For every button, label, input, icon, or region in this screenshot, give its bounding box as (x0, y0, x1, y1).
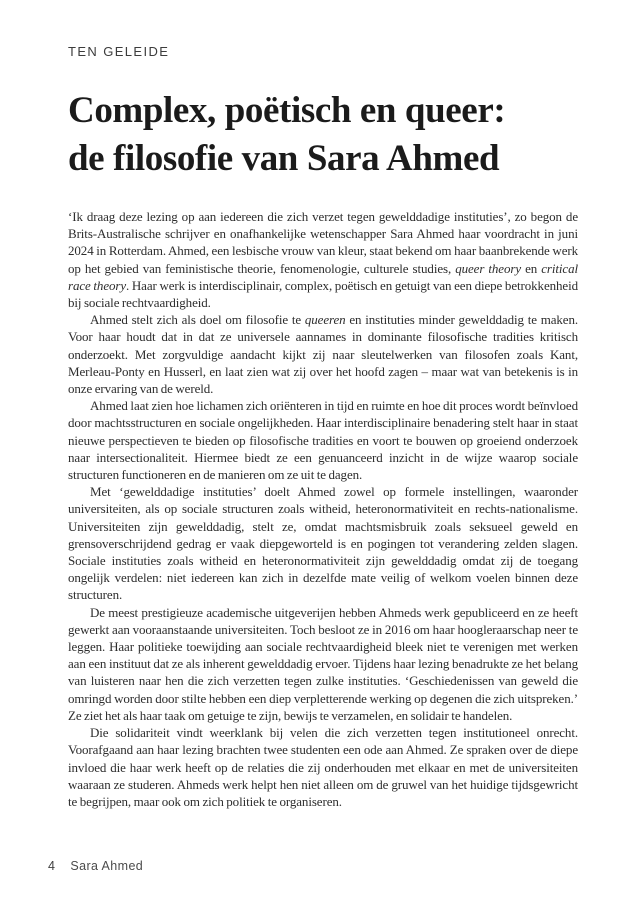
page-title (68, 87, 578, 183)
page-content (68, 44, 578, 810)
article-body (68, 208, 578, 810)
running-title: Sara Ahmed (70, 859, 144, 873)
paragraph: Ahmed stelt zich als doel om filosofie te queeren en instituties minder gewelddadig te maken. Voor haar houdt dat in dat ze universele aannames in dominante filosofische tradities kritisch onderzoekt. Met zorgvuldige aandacht kijkt zij naar sleutelwerken van filosofen zoals Kant, Merleau-Ponty en Husserl, en laat zien wat zij over het hoofd zagen – maar wat van betekenis is in onze ervaring van de wereld. (68, 312, 578, 397)
paragraph: De meest prestigieuze academische uitgeverijen hebben Ahmeds werk gepubliceerd en ze heeft gewerkt aan vooraanstaande universiteiten. Toch besloot ze in 2016 om haar hoogleraarschap neer te leggen. Haar politieke toewijding aan sociale rechtvaardigheid bleek niet te verenigen met werken aan een instituut dat ze als inherent gewelddadig ervoer. Tijdens haar lezing benadrukte ze het belang van luisteren naar hen die zich verzetten tegen zulke instituties. ‘Geschiedenissen van geweld die omringd worden door stilte hebben een diep verpletterende werking op degenen die zich uitspreken.’ Ze ziet het als haar taak om getuige te zijn, bewijs te verzamelen, en solidair te handelen. (68, 604, 578, 723)
paragraph: ‘Ik draag deze lezing op aan iedereen die zich verzet tegen gewelddadige instituties’, zo begon de Brits-Australische schrijver en onafhankelijke wetenschapper Sara Ahmed haar voordracht in juni 2024 in Rotterdam. Ahmed, een lesbische vrouw van kleur, staat bekend om haar baanbrekende werk op het gebied van feministische theorie, fenomenologie, culturele studies, queer theory en critical race theory. Haar werk is interdisciplinair, complex, poëtisch en getuigt van een diepe betrokkenheid bij sociale rechtvaardigheid. (68, 209, 578, 311)
page-title-line-2: de filosofie van Sara Ahmed (68, 138, 500, 179)
page-number: 4 (48, 859, 56, 873)
paragraph: Met ‘gewelddadige instituties’ doelt Ahmed zowel op formele instellingen, waaronder universiteiten, als op sociale structuren zoals witheid, heteronormativiteit en rechts-nationalisme. Universiteiten zijn gewelddadig, stelt ze, omdat machtsmisbruik zoals seksueel geweld en grensoverschrijdend gedrag er vaak diepgeworteld is en pogingen tot verandering zelden slagen. Sociale instituties zoals witheid en heteronormativiteit zijn gewelddadig omdat zij de toegang ongelijk verdelen: niet iedereen kan zich in dezelfde mate veilig of welkom voelen binnen deze structuren. (68, 484, 578, 603)
page-title-line-1: Complex, poëtisch en queer: (68, 90, 506, 131)
paragraph: Die solidariteit vindt weerklank bij velen die zich verzetten tegen institutioneel onrecht. Voorafgaand aan haar lezing brachten twee studenten een ode aan Ahmed. Ze spraken over de diepe invloed die haar werk heeft op de relaties die zij onderhouden met elkaar en met de universiteiten waaraan ze studeren. Ahmeds werk helpt hen niet alleen om de gruwel van het huidige tijdsgewricht te begrijpen, maar ook om zich politiek te organiseren. (68, 725, 578, 809)
section-kicker: TEN GELEIDE (68, 44, 170, 59)
page-footer (48, 859, 143, 873)
paragraph: Ahmed laat zien hoe lichamen zich oriënteren in tijd en ruimte en hoe dit proces wordt beïnvloed door machtsstructuren en sociale ongelijkheden. Haar interdisciplinaire benadering stelt haar in staat nieuwe perspectieven te bieden op filosofische tradities en voort te bouwen op groeiend onderzoek naar intersectionaliteit. Hiermee biedt ze een genuanceerd inzicht in de wijze waarop sociale structuren functioneren en de manieren om ze uit te dagen. (68, 398, 578, 483)
